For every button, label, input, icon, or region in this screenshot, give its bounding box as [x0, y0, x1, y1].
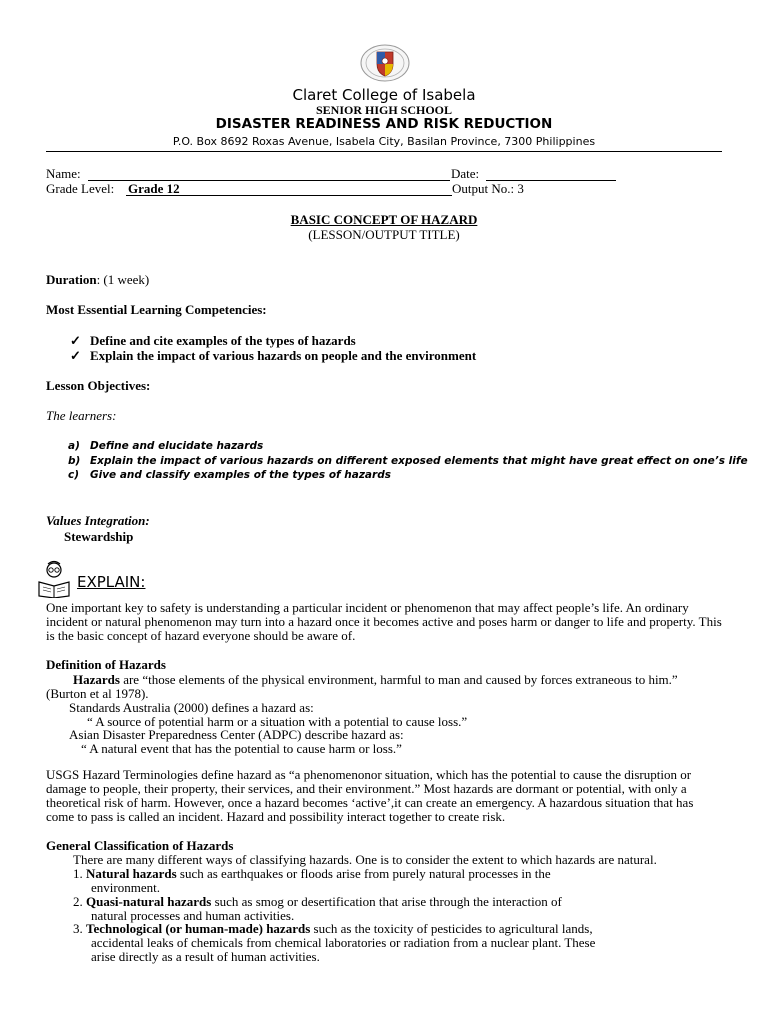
classification-item-continued: environment.	[91, 880, 160, 895]
grade-label: Grade Level:	[46, 181, 115, 196]
classification-intro: There are many different ways of classifying hazards. One is to consider the extent to which hazards are natural.	[73, 852, 657, 867]
header-divider	[46, 151, 722, 152]
classification-item-continued: natural processes and human activities.	[91, 908, 295, 923]
reading-student-icon	[34, 560, 74, 598]
grade-value: Grade 12	[128, 181, 180, 196]
date-label: Date:	[451, 166, 480, 181]
checkmark-icon: ✓	[70, 348, 81, 363]
classification-item-continued: arise directly as a result of human activities.	[91, 949, 320, 964]
subject-title: DISASTER READINESS AND RISK REDUCTION	[215, 116, 553, 132]
values-heading: Values Integration:	[46, 513, 150, 528]
lesson-title: BASIC CONCEPT OF HAZARD	[290, 212, 478, 227]
name-label: Name:	[46, 166, 81, 181]
definition-quote: “ A source of potential harm or a situation with a potential to cause loss.”	[87, 714, 468, 729]
college-seal-logo	[360, 44, 410, 82]
duration	[46, 272, 149, 288]
values-item: Stewardship	[64, 529, 134, 544]
melc-heading: Most Essential Learning Competencies:	[46, 302, 267, 317]
classification-item-continued: accidental leaks of chemicals from chemical laboratories or radiation from a nuclear plant. These	[91, 935, 596, 950]
classification-item: 2. Quasi-natural hazards such as smog or desertification that arise through the interaction of	[73, 894, 562, 909]
objectives-intro: The learners:	[46, 408, 117, 423]
explain-heading: EXPLAIN:	[77, 573, 146, 591]
definition-line: Standards Australia (2000) defines a hazard as:	[69, 700, 314, 715]
objective-item: c) Give and classify examples of the types of hazards	[68, 469, 391, 481]
definition-line: Asian Disaster Preparedness Center (ADPC) describe hazard as:	[69, 727, 404, 742]
lesson-title-caption: (LESSON/OUTPUT TITLE)	[308, 227, 460, 242]
duration-value: : (1 week)	[96, 272, 150, 287]
college-name: Claret College of Isabela	[292, 86, 476, 104]
classification-item: 3. Technological (or human-made) hazards such as the toxicity of pesticides to agricultural lands,	[73, 921, 593, 936]
checkmark-icon: ✓	[70, 333, 81, 348]
melc-item: ✓ Define and cite examples of the types of hazards	[70, 333, 356, 348]
objective-item: b) Explain the impact of various hazards on different exposed elements that might have great effect on one’s life	[68, 455, 748, 467]
duration-label: Duration	[46, 272, 97, 287]
definition-quote: “ A natural event that has the potential to cause harm or loss.”	[81, 741, 402, 756]
school-address: P.O. Box 8692 Roxas Avenue, Isabela City, Basilan Province, 7300 Philippines	[172, 135, 596, 148]
grade-field[interactable]	[126, 195, 452, 196]
objective-item: a) Define and elucidate hazards	[68, 440, 264, 452]
classification-item: 1. Natural hazards such as earthquakes or floods arise from purely natural processes in the	[73, 866, 551, 881]
classification-heading: General Classification of Hazards	[46, 838, 234, 853]
explain-intro-paragraph: One important key to safety is understanding a particular incident or phenomenon that may affect people’s life. An ordinary incident or natural phenomenon may turn into a hazard once it becomes active and poses harm or danger to life and property. This is the basic concept of hazard everyone should be aware of.	[46, 600, 722, 643]
school-name: SENIOR HIGH SCHOOL	[315, 103, 453, 117]
output-number: Output No.: 3	[452, 181, 524, 196]
definition-line: Hazards are “those elements of the physical environment, harmful to man and caused by forces extraneous to him.”	[73, 672, 678, 687]
objectives-heading: Lesson Objectives:	[46, 378, 151, 393]
definition-heading: Definition of Hazards	[46, 657, 166, 672]
melc-item: ✓ Explain the impact of various hazards on people and the environment	[70, 348, 477, 363]
usgs-paragraph: USGS Hazard Terminologies define hazard as “a phenomenonor situation, which has the potential to cause the disruption or damage to people, their property, their services, and their environment.” Most hazards are dormant or potential, with only a theoretical risk of harm. However, once a hazard becomes ‘active’,it can create an emergency. A hazardous situation that has come to pass is called an incident. Hazard and possibility interact together to create risk.	[46, 767, 694, 824]
definition-line: (Burton et al 1978).	[46, 686, 149, 701]
